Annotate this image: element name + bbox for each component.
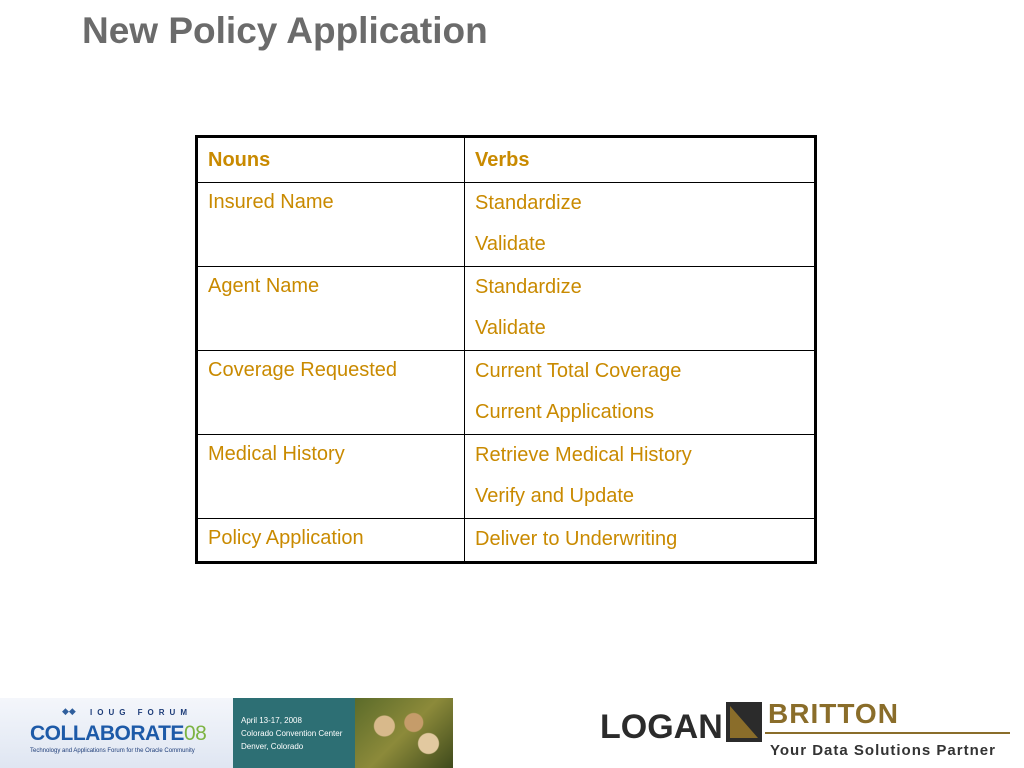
verb-item: Standardize: [475, 192, 582, 214]
verb-cell: [465, 183, 816, 267]
event-dates: April 13-17, 2008: [241, 716, 302, 725]
header-nouns: Nouns: [197, 137, 465, 183]
table-row: [197, 183, 816, 267]
event-city: Denver, Colorado: [241, 742, 304, 751]
verb-cell: [465, 435, 816, 519]
diamond-icon: ◆◆: [62, 706, 76, 716]
logan-britton-logo: [600, 700, 1010, 762]
table-row: [197, 351, 816, 435]
logo-divider: [765, 732, 1010, 734]
header-verbs: Verbs: [465, 137, 816, 183]
noun-cell: Agent Name: [197, 267, 465, 351]
verb-item: Current Total Coverage: [475, 360, 682, 382]
verb-item: Validate: [475, 317, 546, 339]
collaborate-year: 08: [183, 722, 207, 745]
logo-britton: BRITTON: [768, 698, 899, 729]
event-details: [233, 698, 355, 768]
table-row: [197, 267, 816, 351]
verb-cell: [465, 351, 816, 435]
conference-banner: [0, 698, 453, 768]
verb-item: Retrieve Medical History: [475, 444, 692, 466]
noun-cell: Insured Name: [197, 183, 465, 267]
verb-item: Deliver to Underwriting: [475, 528, 678, 550]
verb-item: Standardize: [475, 276, 582, 298]
noun-cell: Policy Application: [197, 519, 465, 563]
slide-title: New Policy Application: [82, 10, 488, 51]
collaborate-name-main: COLLABORATE: [30, 722, 184, 745]
collaborate-logo: [0, 698, 233, 768]
verb-item: Current Applications: [475, 401, 654, 423]
collaborate-tagline: Technology and Applications Forum for the Oracle Community: [30, 748, 195, 754]
verb-item: Verify and Update: [475, 485, 634, 507]
logo-logan: LOGAN: [600, 708, 723, 746]
table-row: [197, 435, 816, 519]
noun-cell: Medical History: [197, 435, 465, 519]
table-row: [197, 519, 816, 563]
verb-cell: [465, 267, 816, 351]
nouns-verbs-table: [195, 135, 817, 564]
logo-mark-icon: [726, 702, 762, 742]
event-venue: Colorado Convention Center: [241, 729, 343, 738]
noun-cell: Coverage Requested: [197, 351, 465, 435]
table-header-row: [197, 137, 816, 183]
verb-cell: [465, 519, 816, 563]
collaborate-name: [30, 722, 206, 746]
verb-item: Validate: [475, 233, 546, 255]
forum-label: IOUG FORUM: [90, 708, 192, 717]
conference-photo: [355, 698, 453, 768]
logo-tagline: Your Data Solutions Partner: [770, 742, 996, 759]
